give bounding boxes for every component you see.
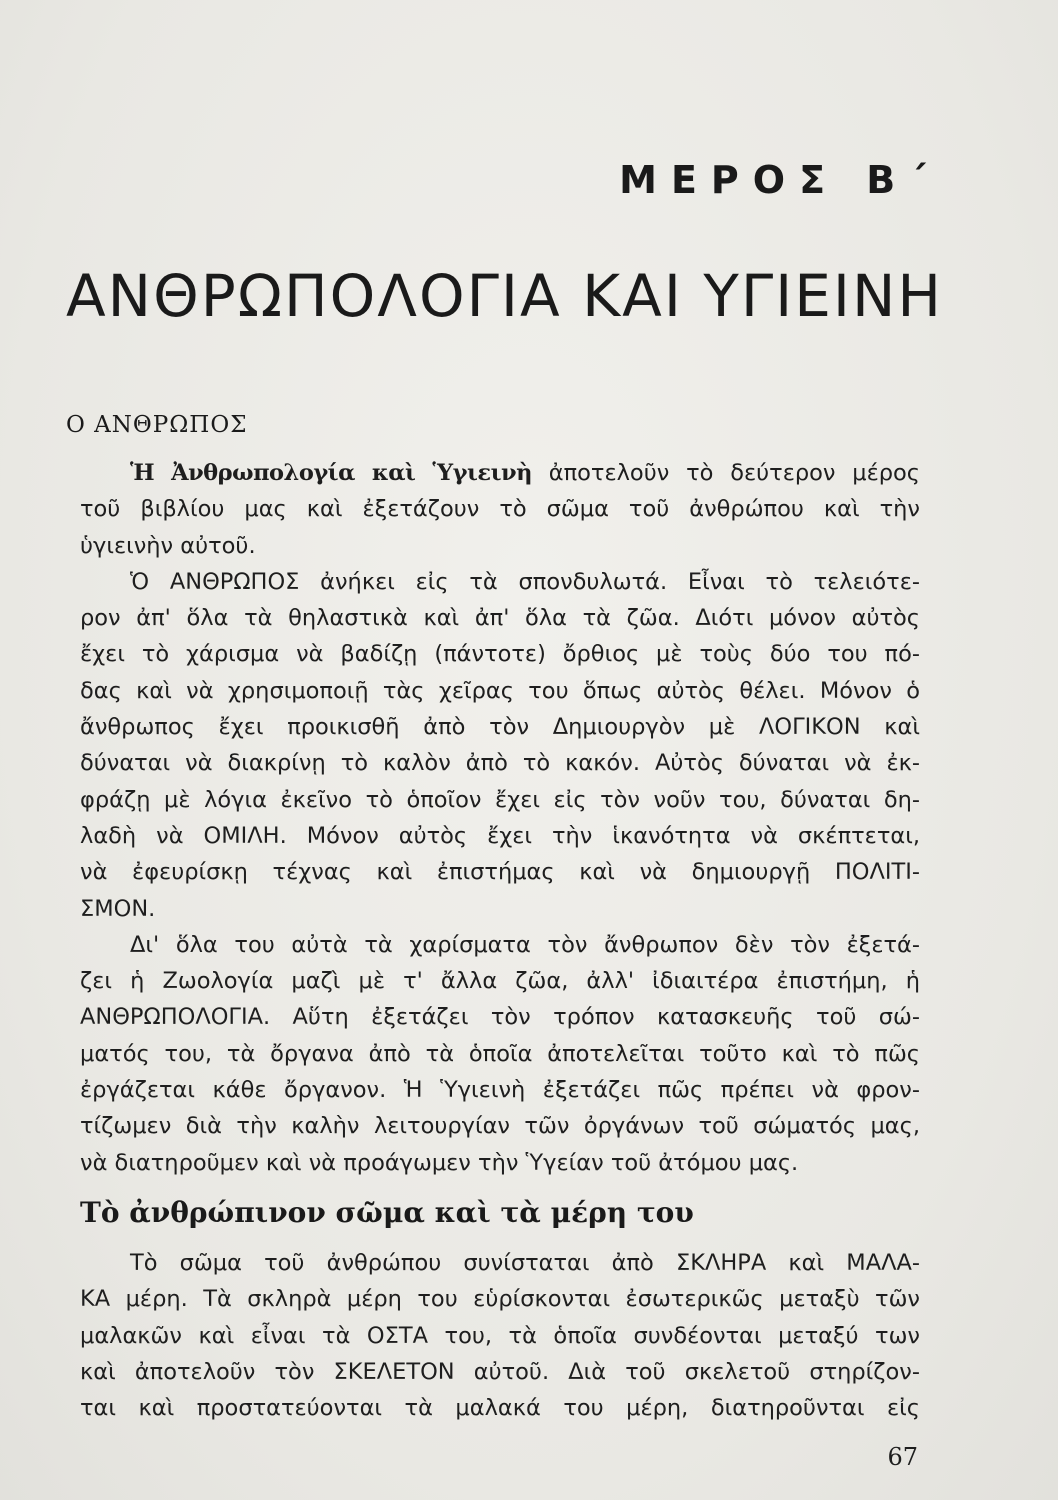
text-line: ματός του, τὰ ὄργανα ἀπὸ τὰ ὁποῖα ἀποτελεῖται τοῦτο καὶ τὸ πῶς (80, 1040, 920, 1067)
chapter-title: ΑΝΘΡΩΠΟΛΟΓΙΑ ΚΑΙ ΥΓΙΕΙΝΗ (66, 262, 943, 330)
text-line: ΑΝΘΡΩΠΟΛΟΓΙΑ. Αὕτη ἐξετάζει τὸν τρόπον κατασκευῆς τοῦ σώ- (80, 1004, 920, 1031)
paragraph-human (80, 564, 920, 927)
text-line: τοῦ βιβλίου μας καὶ ἐξετάζουν τὸ σῶμα τοῦ ἀνθρώπου καὶ τὴν (80, 496, 920, 523)
text-fragment: ἀποτελοῦν τὸ δεύτερον μέρος (531, 460, 921, 486)
text-line: καὶ ἀποτελοῦν τὸν ΣΚΕΛΕΤΟΝ αὐτοῦ. Διὰ τοῦ σκελετοῦ στηρίζον- (80, 1358, 920, 1385)
text-line: ἐργάζεται κάθε ὄργανον. Ἡ Ὑγιεινὴ ἐξετάζει πῶς πρέπει νὰ φρον- (80, 1077, 920, 1104)
text-line: Ὁ ΑΝΘΡΩΠΟΣ ἀνήκει εἰς τὰ σπονδυλωτά. Εἶναι τὸ τελειότε- (130, 568, 920, 595)
text-line: ἔχει τὸ χάρισμα νὰ βαδίζῃ (πάντοτε) ὄρθιος μὲ τοὺς δύο του πό- (80, 641, 920, 668)
section-heading: Ο ΑΝΘΡΩΠΟΣ (66, 412, 248, 438)
paragraph-body-parts (80, 1245, 920, 1426)
text-line: ΚΑ μέρη. Τὰ σκληρὰ μέρη του εὑρίσκονται ἐσωτερικῶς μεταξὺ τῶν (80, 1286, 920, 1313)
text-line: ρον ἀπ' ὅλα τὰ θηλαστικὰ καὶ ἀπ' ὅλα τὰ ζῶα. Διότι μόνον αὐτὸς (80, 605, 920, 632)
part-heading: ΜΕΡΟΣ Β΄ (619, 158, 940, 202)
paragraph-anthropology (80, 927, 920, 1181)
text-line: τίζωμεν διὰ τὴν καλὴν λειτουργίαν τῶν ὀργάνων τοῦ σώματός μας, (80, 1113, 920, 1140)
text-line: ἄνθρωπος ἔχει προικισθῆ ἀπὸ τὸν Δημιουργὸν μὲ ΛΟΓΙΚΟΝ καὶ (80, 714, 920, 741)
text-line: ΣΜΟΝ. (80, 895, 156, 922)
text-line: ὑγιεινὴν αὐτοῦ. (80, 532, 256, 559)
text-line: μαλακῶν καὶ εἶναι τὰ ΟΣΤΑ του, τὰ ὁποῖα συνδέονται μεταξύ των (80, 1322, 920, 1349)
paragraph-intro (80, 455, 920, 564)
text-line: Τὸ σῶμα τοῦ ἀνθρώπου συνίσταται ἀπὸ ΣΚΛΗΡΑ καὶ ΜΑΛΑ- (130, 1250, 920, 1276)
text-line: φράζῃ μὲ λόγια ἐκεῖνο τὸ ὁποῖον ἔχει εἰς τὸν νοῦν του, δύναται δη- (80, 786, 920, 813)
text-line: δας καὶ νὰ χρησιμοποιῇ τὰς χεῖρας του ὅπως αὐτὸς θέλει. Μόνον ὁ (80, 677, 920, 704)
text-line: νὰ ἐφευρίσκῃ τέχνας καὶ ἐπιστήμας καὶ νὰ δημιουργῇ ΠΟΛΙΤΙ- (80, 859, 920, 886)
body-parts-text-block (80, 1245, 920, 1426)
text-line: νὰ διατηροῦμεν καὶ νὰ προάγωμεν τὴν Ὑγείαν τοῦ ἀτόμου μας. (80, 1149, 799, 1176)
lead-phrase: Ἡ Ἀνθρωπολογία καὶ Ὑγιεινὴ (130, 460, 532, 486)
text-line: ζει ἡ Ζωολογία μαζὶ μὲ τ' ἄλλα ζῶα, ἀλλ' ἰδιαιτέρα ἐπιστήμη, ἡ (80, 968, 920, 995)
page-number: 67 (887, 1443, 918, 1471)
text-line: ται καὶ προστατεύονται τὰ μαλακά του μέρη, διατηροῦνται εἰς (80, 1395, 920, 1422)
text-line: Δι' ὅλα του αὐτὰ τὰ χαρίσματα τὸν ἄνθρωπον δὲν τὸν ἐξετά- (130, 931, 920, 958)
subsection-heading: Τὸ ἀνθρώπινον σῶμα καὶ τὰ μέρη του (80, 1196, 694, 1229)
text-line (80, 455, 920, 491)
text-line: λαδὴ νὰ ΟΜΙΛΗ. Μόνον αὐτὸς ἔχει τὴν ἱκανότητα νὰ σκέπτεται, (80, 822, 920, 849)
intro-text-block (80, 455, 920, 1181)
text-line: δύναται νὰ διακρίνῃ τὸ καλὸν ἀπὸ τὸ κακόν. Αὐτὸς δύναται νὰ ἐκ- (80, 750, 920, 777)
